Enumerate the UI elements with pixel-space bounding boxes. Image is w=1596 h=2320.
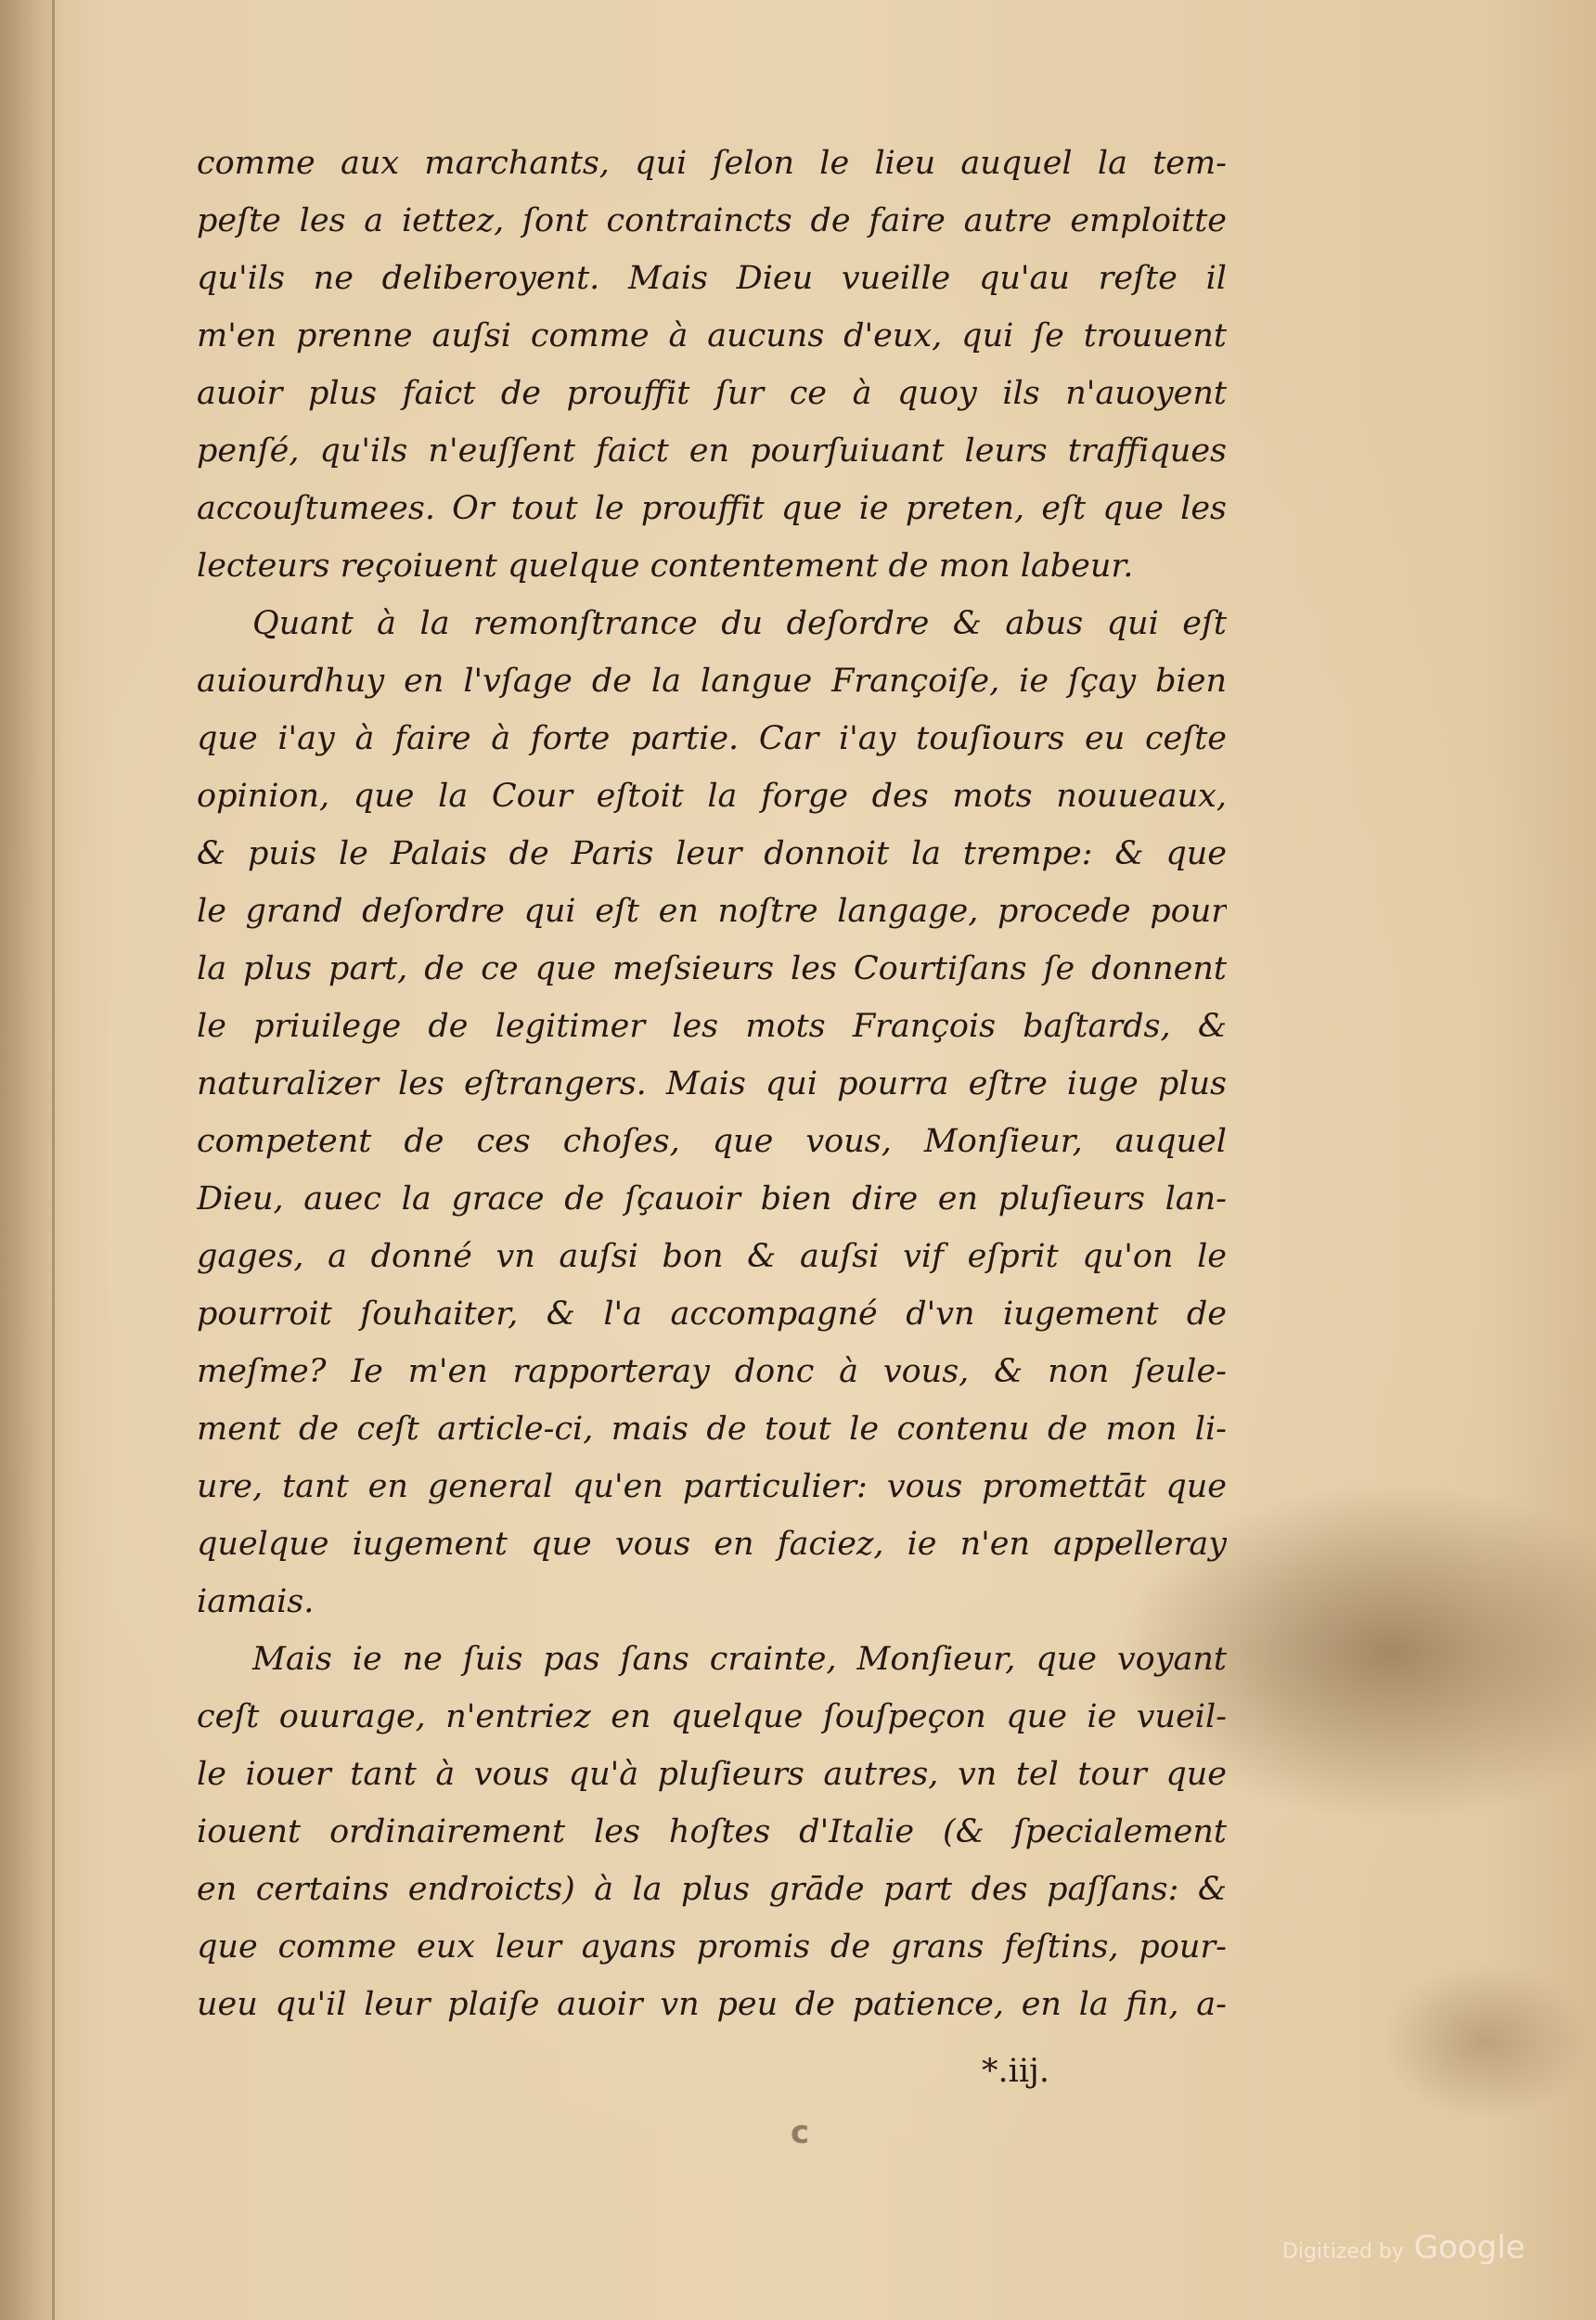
text-line-9: Quant à la remonſtrance du deſordre & abus qui eſt <box>252 605 1227 642</box>
text-line-1: comme aux marchants, qui ſelon le lieu auquel la tem- <box>197 145 1227 182</box>
text-line-25: quelque iugement que vous en faciez, ie n'en appelleray <box>197 1526 1227 1563</box>
text-line-32: que comme eux leur ayans promis de grans feſtins, pour- <box>197 1928 1227 1966</box>
text-line-6: penſé, qu'ils n'euſſent faict en pourſuiuant leurs traffiques <box>197 432 1227 470</box>
text-line-19: Dieu, auec la grace de ſçauoir bien dire en pluſieurs lan- <box>197 1180 1227 1218</box>
text-line-26: iamais. <box>197 1583 315 1620</box>
text-line-33: ueu qu'il leur plaiſe auoir vn peu de patience, en la fin, a- <box>197 1986 1227 2023</box>
binding-gutter-line <box>52 0 55 2320</box>
text-line-14: le grand deſordre qui eſt en noſtre langage, procede pour <box>197 893 1227 930</box>
text-line-21: pourroit ſouhaiter, & l'a accompagné d'vn iugement de <box>197 1295 1227 1333</box>
text-line-16: le priuilege de legitimer les mots François baſtards, & <box>197 1008 1227 1045</box>
text-line-4: m'en prenne auſsi comme à aucuns d'eux, qui ſe trouuent <box>197 317 1227 354</box>
text-line-29: le iouer tant à vous qu'à pluſieurs autres, vn tel tour que <box>197 1756 1227 1793</box>
text-line-24: ure, tant en general qu'en particulier: vous promettāt que <box>197 1468 1227 1505</box>
watermark-brand: Google <box>1413 2229 1525 2266</box>
text-line-11: que i'ay à faire à forte partie. Car i'ay touſiours eu ceſte <box>197 720 1227 757</box>
text-line-17: naturalizer les eſtrangers. Mais qui pourra eſtre iuge plus <box>197 1065 1227 1102</box>
text-line-13: & puis le Palais de Paris leur donnoit la trempe: & que <box>197 835 1227 872</box>
text-line-31: en certains endroicts) à la plus grāde part des paſſans: & <box>197 1871 1227 1908</box>
watermark-prefix: Digitized by <box>1282 2240 1404 2263</box>
text-line-27: Mais ie ne ſuis pas ſans crainte, Monſieur, que voyant <box>252 1641 1227 1678</box>
text-line-28: ceſt ouurage, n'entriez en quelque ſouſpeçon que ie vueil- <box>197 1698 1227 1735</box>
signature-mark: *.iij. <box>982 2053 1049 2090</box>
text-line-3: qu'ils ne deliberoyent. Mais Dieu vueille qu'au reſte il <box>197 260 1227 297</box>
text-line-2: peſte les a iettez, ſont contraincts de faire autre emploitte <box>197 202 1227 239</box>
text-line-8: lecteurs reçoiuent quelque contentement de mon labeur. <box>197 548 1134 585</box>
text-line-30: iouent ordinairement les hoſtes d'Italie (& ſpecialement <box>197 1813 1227 1850</box>
text-line-15: la plus part, de ce que meſsieurs les Courtiſans ſe donnent <box>197 950 1227 987</box>
text-line-22: meſme? Ie m'en rapporteray donc à vous, & non ſeule- <box>197 1353 1227 1390</box>
text-line-5: auoir plus faict de prouffit ſur ce à quoy ils n'auoyent <box>197 375 1227 412</box>
text-line-18: competent de ces choſes, que vous, Monſieur, auquel <box>197 1123 1227 1160</box>
text-line-10: auiourdhuy en l'vſage de la langue Françoiſe, ie ſçay bien <box>197 663 1227 700</box>
text-line-20: gages, a donné vn auſsi bon & auſsi vif eſprit qu'on le <box>197 1238 1227 1275</box>
digitized-watermark <box>1282 2229 1525 2266</box>
text-line-23: ment de ceſt article-ci, mais de tout le contenu de mon li- <box>197 1411 1227 1448</box>
page-text <box>197 135 1227 2033</box>
stray-letter: c <box>791 2114 810 2151</box>
text-line-7: accouſtumees. Or tout le prouffit que ie preten, eſt que les <box>197 490 1227 527</box>
text-line-12: opinion, que la Cour eſtoit la forge des mots nouueaux, <box>197 778 1227 815</box>
binding-gutter-shadow <box>0 0 65 2320</box>
